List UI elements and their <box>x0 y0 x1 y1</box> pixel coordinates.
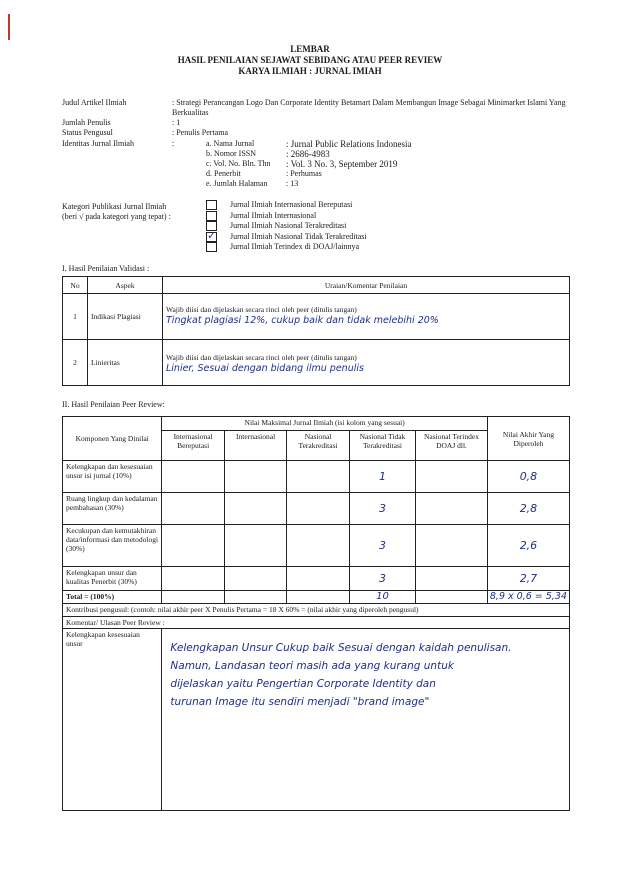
validasi-col-uraian: Uraian/Komentar Penilaian <box>163 277 570 294</box>
kategori-option-label: Jurnal Ilmiah Nasional Terakreditasi <box>230 221 347 231</box>
journal-field-row <box>206 139 411 149</box>
peer-col-nilai-max: Nilai Maksimal Jurnal Ilmiah (isi kolom yang sesuai) <box>162 417 487 431</box>
peer-komentar-label: Kelengkapan kesesuaian unsur <box>63 629 162 811</box>
table-row <box>63 567 570 591</box>
status-pengusul-label: Status Pengusul <box>62 128 113 137</box>
table-row <box>63 493 570 525</box>
validasi-header-row <box>63 277 570 294</box>
kategori-checkbox[interactable] <box>206 242 217 252</box>
validasi-uraian-cell <box>163 294 570 340</box>
judul-value: : Strategi Perancangan Logo Dan Corporate Identity Betamart Dalam Membangun Image Sebagai Minimarket Islami Yang Berkualitas <box>172 98 566 117</box>
peer-total-label: Total = (100%) <box>63 591 162 604</box>
validasi-no: 2 <box>63 340 88 386</box>
kategori-checkbox-checked[interactable] <box>206 228 217 242</box>
validasi-col-aspek: Aspek <box>88 277 163 294</box>
peer-akhir: 2,7 <box>487 567 569 591</box>
kategori-option <box>206 211 367 222</box>
table-row <box>63 294 570 340</box>
journal-field-value: : Vol. 3 No. 3, September 2019 <box>286 159 398 169</box>
peer-nilai: 1 <box>349 461 415 493</box>
journal-field-value: : Perhumas <box>286 169 322 178</box>
journal-field-value: : Jurnal Public Relations Indonesia <box>286 139 412 149</box>
peer-komponen: Ruang lingkup dan kedalaman pembahasan (30%) <box>63 493 162 525</box>
handwritten-comment: Linier, Sesuai dengan bidang ilmu penulis <box>166 363 364 374</box>
peer-komponen: Kelengkapan unsur dan kualitas Penerbit (30%) <box>63 567 162 591</box>
peer-nilai: 3 <box>349 493 415 525</box>
doc-title-lembar: LEMBAR <box>290 44 330 54</box>
kategori-option <box>206 242 367 253</box>
journal-field-key: e. Jumlah Halaman <box>206 179 268 188</box>
validasi-uraian-cell <box>163 340 570 386</box>
journal-field-key: b. Nomor ISSN <box>206 149 257 158</box>
doc-title-sub: KARYA ILMIAH : JURNAL IMIAH <box>238 66 382 76</box>
identitas-colon: : <box>172 139 175 148</box>
peer-kontribusi-row <box>63 604 570 617</box>
peer-total-nilai: 10 <box>349 591 415 604</box>
handwritten-comment: turunan Image itu sendiri menjadi "brand image" <box>170 696 430 708</box>
peer-komentar-header-row <box>63 617 570 629</box>
journal-fields <box>206 139 411 189</box>
journal-field-row <box>206 169 411 179</box>
kategori-option <box>206 200 367 211</box>
peer-col-nilai-akhir: Nilai Akhir Yang Diperoleh <box>487 417 569 461</box>
handwritten-comment: Kelengkapan Unsur Cukup baik Sesuai dengan kaidah penulisan. <box>170 642 512 654</box>
peer-subheader: Nasional Terindex DOAJ dll. <box>416 431 488 461</box>
handwritten-comment: dijelaskan yaitu Pengertian Corporate Identity dan <box>170 678 436 690</box>
validasi-no: 1 <box>63 294 88 340</box>
peer-total-akhir: 8,9 x 0,6 = 5,34 <box>487 591 569 604</box>
peer-nilai: 3 <box>349 525 415 567</box>
peer-akhir: 0,8 <box>487 461 569 493</box>
margin-red-mark <box>8 14 10 40</box>
kategori-options <box>206 200 367 253</box>
peer-kontribusi: Kontribusi pengusul: (contoh: nilai akhir peer X Penulis Pertama = 18 X 60% = (nilai akhir yang diperoleh pengusul) <box>63 604 570 617</box>
jumlah-penulis-label: Jumlah Penulis <box>62 118 111 127</box>
kategori-label: Kategori Publikasi Jurnal Ilmiah <box>62 202 167 211</box>
doc-title-main: HASIL PENILAIAN SEJAWAT SEBIDANG ATAU PEER REVIEW <box>177 55 443 65</box>
validasi-instruction: Wajib diisi dan dijelaskan secara rinci oleh peer (ditulis tangan) <box>166 353 357 362</box>
kategori-checkbox[interactable] <box>206 211 217 221</box>
peer-header-row <box>63 417 570 431</box>
peer-col-komponen: Komponen Yang Dinilai <box>63 417 162 461</box>
journal-field-key: d. Penerbit <box>206 169 241 178</box>
validasi-table <box>62 276 570 386</box>
peer-komponen: Kelengkapan dan kesesuaian unsur isi jurnal (10%) <box>63 461 162 493</box>
peer-komentar-row <box>63 629 570 811</box>
peer-subheader: Internasional Bereputasi <box>162 431 224 461</box>
handwritten-comment: Namun, Landasan teori masih ada yang kurang untuk <box>170 660 454 672</box>
table-row <box>63 525 570 567</box>
journal-field-row <box>206 179 411 189</box>
journal-field-key: a. Nama Jurnal <box>206 139 255 148</box>
kategori-option <box>206 228 367 243</box>
peer-komponen: Kecukupan dan kemutakhiran data/informasi dan metodologi (30%) <box>63 525 162 567</box>
checkmark-icon: ✓ <box>207 228 217 242</box>
kategori-option <box>206 221 367 232</box>
section-peer-title: II. Hasil Penilaian Peer Review: <box>62 400 165 409</box>
validasi-aspek: Linieritas <box>88 340 163 386</box>
identitas-jurnal-label: Identitas Jurnal Ilmiah <box>62 139 134 148</box>
journal-field-key: c. Vol. No. Bln. Thn <box>206 159 271 168</box>
kategori-option-label: Jurnal Ilmiah Internasional <box>230 210 317 220</box>
peer-akhir: 2,8 <box>487 493 569 525</box>
kategori-option-label: Jurnal Ilmiah Nasional Tidak Terakreditasi <box>230 231 367 241</box>
journal-field-row <box>206 159 411 169</box>
judul-label: Judul Artikel Ilmiah <box>62 98 127 107</box>
jumlah-penulis-value: : 1 <box>172 118 181 127</box>
kategori-option-label: Jurnal Ilmiah Internasional Bereputasi <box>230 200 353 210</box>
peer-komentar-header: Komentar/ Ulasan Peer Review : <box>63 617 570 629</box>
journal-field-value: : 13 <box>286 179 299 188</box>
peer-komentar-cell <box>162 629 570 811</box>
peer-subheader: Internasional <box>224 431 286 461</box>
peer-subheader: Nasional Terakreditasi <box>287 431 349 461</box>
journal-field-value: : 2686-4983 <box>286 149 330 159</box>
peer-total-row <box>63 591 570 604</box>
peer-review-table <box>62 416 570 811</box>
peer-nilai: 3 <box>349 567 415 591</box>
peer-subheader: Nasional Tidak Terakreditasi <box>349 431 415 461</box>
validasi-aspek: Indikasi Plagiasi <box>88 294 163 340</box>
validasi-col-no: No <box>63 277 88 294</box>
kategori-instruction: (beri √ pada kategori yang tepat) : <box>62 212 171 221</box>
kategori-option-label: Jurnal Ilmiah Terindex di DOAJ/lainnya <box>230 242 360 252</box>
table-row <box>63 461 570 493</box>
section-validasi-title: I. Hasil Penilaian Validasi : <box>62 264 150 273</box>
kategori-checkbox[interactable] <box>206 200 217 210</box>
peer-akhir: 2,6 <box>487 525 569 567</box>
journal-field-row <box>206 149 411 159</box>
table-row <box>63 340 570 386</box>
handwritten-comment: Tingkat plagiasi 12%, cukup baik dan tidak melebihi 20% <box>166 315 439 326</box>
status-pengusul-value: : Penulis Pertama <box>172 128 228 137</box>
validasi-instruction: Wajib diisi dan dijelaskan secara rinci oleh peer (ditulis tangan) <box>166 305 357 314</box>
